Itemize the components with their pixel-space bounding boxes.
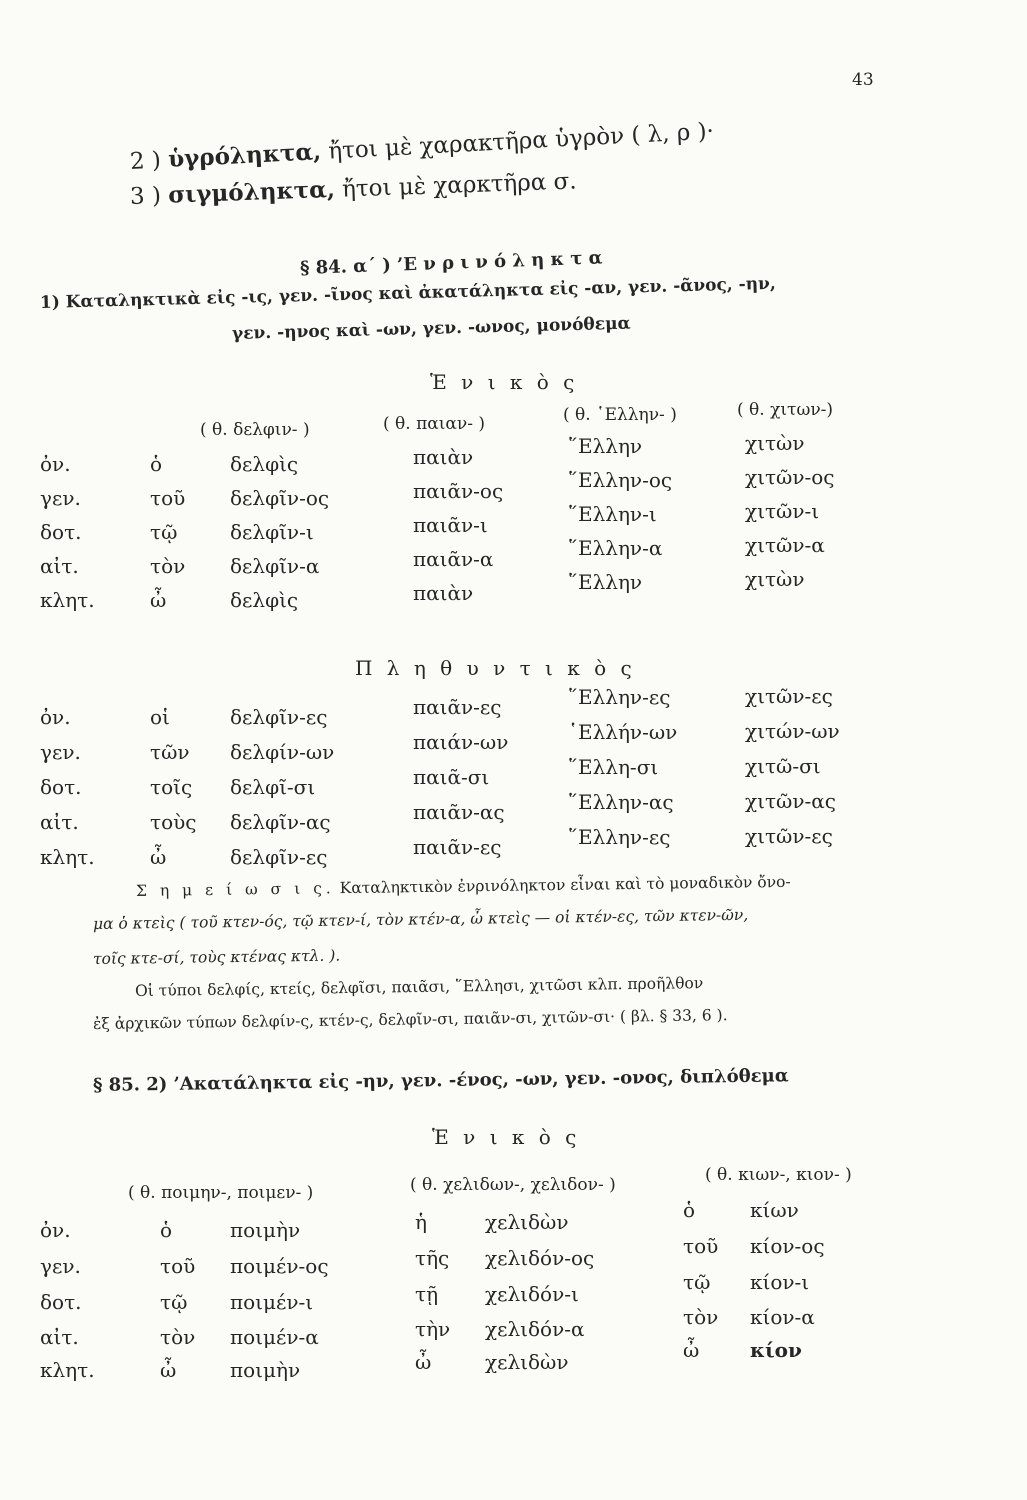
- stem-ellen: ( θ. ῾Ελλην- ): [563, 405, 677, 425]
- list-item-2-desc: ἤτοι μὲ χαρακτῆρα ὑγρὸν ( λ, ρ )·: [327, 118, 715, 165]
- case-label: κλητ.: [40, 1358, 95, 1382]
- form-delfis: δελφῖν-ες: [230, 705, 328, 729]
- form-paian: παιᾶν-ι: [413, 513, 488, 537]
- form-chelidon: χελιδὼν: [485, 1210, 569, 1234]
- article: τῶν: [150, 740, 190, 764]
- form-poimen: ποιμέν-ι: [230, 1290, 314, 1314]
- form-chelidon: χελιδὼν: [485, 1350, 569, 1374]
- stem-poimen: ( θ. ποιμην-, ποιμεν- ): [128, 1183, 314, 1203]
- form-ellen: ῞Ελλην-ες: [568, 825, 671, 849]
- article-3: τὸν: [683, 1305, 719, 1329]
- page-number: 43: [852, 70, 874, 90]
- article-2: τῆς: [415, 1246, 450, 1270]
- plural-label: Π λ η θ υ ν τ ι κ ὸ ς: [355, 656, 636, 680]
- form-poimen: ποιμέν-α: [230, 1325, 319, 1349]
- note-label: Σ η μ ε ί ω σ ι ς.: [135, 879, 335, 900]
- form-poimen: ποιμὴν: [230, 1358, 301, 1382]
- form-paian: παιᾶν-ες: [413, 835, 502, 859]
- form-chiton: χιτῶν-ος: [745, 465, 835, 489]
- stem-chiton: ( θ. χιτων-): [737, 400, 834, 420]
- case-label: γεν.: [40, 486, 81, 510]
- section-84-subtitle-line2: γεν. -ηνος καὶ -ων, γεν. -ωνος, μονόθεμα: [231, 313, 631, 344]
- form-kion: κίον: [750, 1338, 802, 1362]
- article-3: τοῦ: [683, 1234, 719, 1258]
- form-delfis: δελφῖν-ες: [230, 845, 328, 869]
- form-delfis: δελφῖν-ι: [230, 520, 314, 544]
- article-2: ἡ: [415, 1210, 427, 1234]
- case-label: δοτ.: [40, 775, 82, 799]
- note-text-1: Καταληκτικὸν ἐνρινόληκτον εἶναι καὶ τὸ μοναδικὸν ὄνο-: [339, 872, 791, 898]
- case-label: αἰτ.: [40, 554, 79, 578]
- note-line-1: [136, 873, 791, 900]
- form-paian: παιᾶν-ες: [413, 695, 502, 719]
- form-paian: παιᾶν-ας: [413, 800, 505, 824]
- form-ellen: ῞Ελλην-ας: [568, 790, 674, 814]
- article: ὁ: [150, 452, 163, 476]
- article: ὦ: [150, 845, 167, 869]
- form-ellen: ῞Ελλην-ες: [568, 685, 671, 709]
- form-delfis: δελφῖν-ας: [230, 810, 331, 834]
- article-1: τὸν: [160, 1325, 196, 1349]
- form-chiton: χιτῶν-ι: [745, 499, 820, 523]
- form-delfis: δελφίν-ων: [230, 740, 335, 764]
- form-kion: κίον-α: [750, 1305, 815, 1329]
- article-1: ὦ: [160, 1358, 177, 1382]
- stem-kion: ( θ. κιων-, κιον- ): [705, 1165, 852, 1185]
- form-chiton: χιτῶν-ας: [745, 789, 836, 813]
- list-item-3-desc: ἤτοι μὲ χαρκτῆρα σ.: [341, 168, 577, 203]
- form-poimen: ποιμέν-ος: [230, 1254, 329, 1278]
- stem-delfin: ( θ. δελφιν- ): [200, 420, 310, 440]
- form-chiton: χιτὼν: [745, 567, 805, 591]
- article-3: τῷ: [683, 1270, 711, 1294]
- form-chiton: χιτών-ων: [745, 719, 840, 743]
- article: τοὺς: [150, 810, 197, 834]
- section-84-subtitle-line1: 1) Καταληκτικὰ εἰς -ις, γεν. -ῖνος καὶ ἀκατάληκτα εἰς -αν, γεν. -ᾶνος, -ην,: [39, 273, 777, 313]
- case-label: δοτ.: [40, 520, 82, 544]
- case-label: ὀν.: [40, 705, 71, 729]
- note-line-3: τοῖς κτε-σί, τοὺς κτένας κτλ. ).: [92, 946, 341, 968]
- form-chiton: χιτῶν-α: [745, 533, 825, 557]
- form-ellen: ῾Ελλήν-ων: [568, 720, 678, 744]
- singular-label: Ἑ ν ι κ ὸ ς: [430, 370, 579, 394]
- stem-chelidon: ( θ. χελιδων-, χελιδον- ): [410, 1175, 616, 1195]
- form-chiton: χιτῶν-ες: [745, 684, 833, 708]
- form-kion: κίον-ι: [750, 1270, 810, 1294]
- form-paian: παιᾶ-σι: [413, 765, 490, 789]
- article-1: τοῦ: [160, 1254, 196, 1278]
- form-paian: παιάν-ων: [413, 730, 509, 754]
- article: οἱ: [150, 705, 170, 729]
- list-item-3: [130, 167, 577, 210]
- article-3: ὦ: [683, 1338, 700, 1362]
- article: ὦ: [150, 588, 167, 612]
- stem-paian: ( θ. παιαν- ): [383, 414, 485, 434]
- case-label: κλητ.: [40, 588, 95, 612]
- form-chiton: χιτὼν: [745, 431, 805, 455]
- form-chelidon: χελιδόν-ος: [485, 1246, 595, 1270]
- article-2: τῇ: [415, 1282, 439, 1306]
- list-item-2-term: ὑγρόληκτα,: [167, 138, 322, 173]
- form-delfis: δελφὶς: [230, 588, 299, 612]
- form-paian: παιὰν: [413, 581, 474, 605]
- article: τοῦ: [150, 486, 186, 510]
- article-1: ὁ: [160, 1218, 173, 1242]
- form-delfis: δελφῖν-α: [230, 554, 320, 578]
- form-ellen: ῞Ελλην: [568, 570, 643, 594]
- section-84-title: § 84. α΄ ) ’Ε ν ρ ι ν ό λ η κ τ α: [299, 247, 603, 279]
- form-ellen: ῞Ελλην-ος: [568, 468, 673, 492]
- form-ellen: ῞Ελλην-α: [568, 536, 663, 560]
- case-label: κλητ.: [40, 845, 95, 869]
- list-item-2: [129, 117, 714, 175]
- article-3: ὁ: [683, 1198, 696, 1222]
- form-chiton: χιτῶ-σι: [745, 754, 821, 778]
- form-kion: κίων: [750, 1198, 799, 1222]
- form-ellen: ῞Ελλην-ι: [568, 502, 657, 526]
- section-85-title: § 85. 2) ’Ακατάληκτα εἰς -ην, γεν. -ένος, -ων, γεν. -ονος, διπλόθεμα: [92, 1065, 789, 1096]
- article-1: τῷ: [160, 1290, 188, 1314]
- article: τῷ: [150, 520, 178, 544]
- article: τὸν: [150, 554, 186, 578]
- form-delfis: δελφὶς: [230, 452, 299, 476]
- form-chelidon: χελιδόν-ι: [485, 1282, 579, 1306]
- form-delfis: δελφῖν-ος: [230, 486, 330, 510]
- note-line-2: μα ὁ κτεὶς ( τοῦ κτεν-ός, τῷ κτεν-ί, τὸν κτέν-α, ὦ κτεὶς — οἱ κτέν-ες, τῶν κτεν-ῶν,: [92, 905, 749, 933]
- form-poimen: ποιμὴν: [230, 1218, 301, 1242]
- list-item-3-number: 3 ): [129, 182, 162, 210]
- form-kion: κίον-ος: [750, 1234, 825, 1258]
- form-delfis: δελφῖ-σι: [230, 775, 316, 799]
- article-2: τὴν: [415, 1317, 451, 1341]
- form-ellen: ῞Ελλην: [568, 434, 643, 458]
- form-paian: παιὰν: [413, 445, 474, 469]
- form-ellen: ῞Ελλη-σι: [568, 755, 659, 779]
- article-2: ὦ: [415, 1350, 432, 1374]
- case-label: γεν.: [40, 740, 81, 764]
- list-item-2-number: 2 ): [129, 147, 162, 175]
- form-paian: παιᾶν-α: [413, 547, 494, 571]
- case-label: ὀν.: [40, 1218, 71, 1242]
- form-chiton: χιτῶν-ες: [745, 824, 833, 848]
- case-label: ὀν.: [40, 452, 71, 476]
- form-paian: παιᾶν-ος: [413, 479, 504, 503]
- singular-label-85: Ἑ ν ι κ ὸ ς: [432, 1125, 581, 1149]
- case-label: αἰτ.: [40, 810, 79, 834]
- form-chelidon: χελιδόν-α: [485, 1317, 585, 1341]
- note-line-5: ἐξ ἀρχικῶν τύπων δελφίν-ς, κτέν-ς, δελφῖν-σι, παιᾶν-σι, χιτῶν-σι· ( βλ. § 33, 6 ).: [92, 1006, 728, 1033]
- list-item-3-term: σιγμόληκτα,: [167, 175, 336, 209]
- article: τοῖς: [150, 775, 193, 799]
- note-line-4: Οἱ τύποι δελφίς, κτείς, δελφῖσι, παιᾶσι, ῞Ελλησι, χιτῶσι κλπ. προῆλθον: [134, 974, 704, 1000]
- case-label: αἰτ.: [40, 1325, 79, 1349]
- case-label: δοτ.: [40, 1290, 82, 1314]
- case-label: γεν.: [40, 1254, 81, 1278]
